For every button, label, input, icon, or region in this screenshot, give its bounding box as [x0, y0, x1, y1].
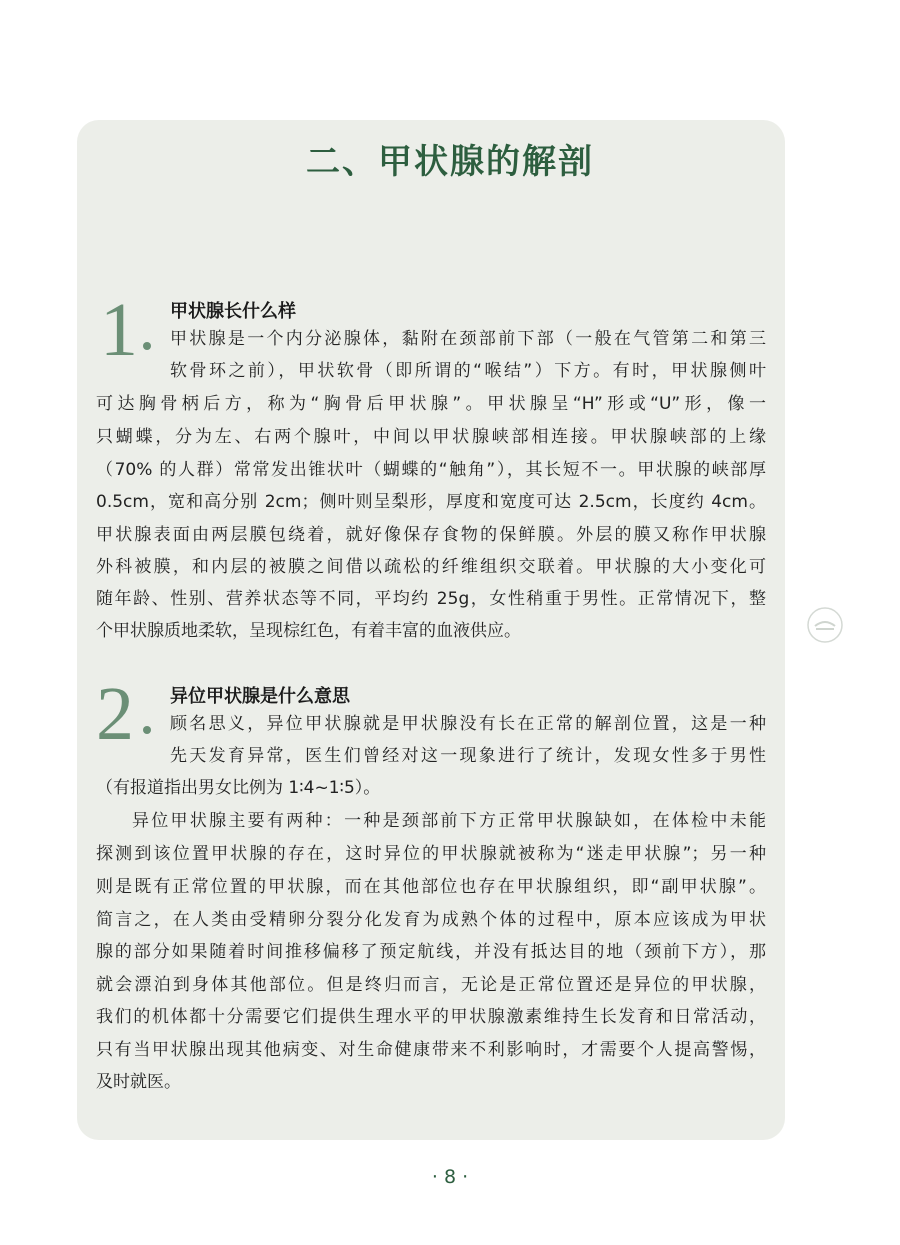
page-number: · 8 · — [431, 1166, 469, 1188]
section-title: 二、甲状腺的解剖 — [306, 142, 594, 182]
paragraph-2-line: 只有当甲状腺出现其他病变、对生命健康带来不利影响时，才需要个人提高警惕， — [96, 1040, 766, 1060]
paragraph-2-line: 则是既有正常位置的甲状腺，而在其他部位也存在甲状腺组织，即“副甲状腺”。 — [96, 877, 766, 897]
paragraph-2-line: 简言之，在人类由受精卵分裂分化发育为成熟个体的过程中，原本应该成为甲状 — [96, 910, 766, 930]
paragraph-2-line: 腺的部分如果随着时间推移偏移了预定航线，并没有抵达目的地（颈前下方），那 — [96, 942, 766, 962]
section-1-line: 可达胸骨柄后方，称为“胸骨后甲状腺”。甲状腺呈“H”形或“U”形，像一 — [96, 394, 766, 414]
section-1-line: 外科被膜，和内层的被膜之间借以疏松的纤维组织交联着。甲状腺的大小变化可 — [96, 557, 766, 577]
paragraph-2-line: 及时就医。 — [96, 1072, 181, 1092]
section-1-heading: 甲状腺长什么样 — [170, 301, 296, 322]
section-2-line: 顾名思义，异位甲状腺就是甲状腺没有长在正常的解剖位置，这是一种 — [170, 714, 766, 734]
paragraph-2-line: 探测到该位置甲状腺的存在，这时异位的甲状腺就被称为“迷走甲状腺”；另一种 — [96, 844, 766, 864]
paragraph-2-line: 异位甲状腺主要有两种：一种是颈部前下方正常甲状腺缺如，在体检中未能 — [132, 811, 766, 831]
section-2-number: 2 — [96, 672, 134, 756]
section-2-line: （有报道指出男女比例为 1∶4~1∶5）。 — [96, 778, 381, 798]
book-mark-icon — [806, 606, 844, 644]
section-2-heading: 异位甲状腺是什么意思 — [170, 686, 350, 707]
paragraph-2-line: 我们的机体都十分需要它们提供生理水平的甲状腺激素维持生长发育和日常活动， — [96, 1007, 766, 1027]
section-1-line: 0.5cm，宽和高分别 2cm；侧叶则呈梨形，厚度和宽度可达 2.5cm，长度约 4cm。 — [96, 492, 766, 512]
section-1-line: 甲状腺是一个内分泌腺体，黏附在颈部前下部（一般在气管第二和第三 — [170, 329, 766, 349]
section-1-line: 软骨环之前），甲状软骨（即所谓的“喉结”）下方。有时，甲状腺侧叶 — [170, 361, 766, 381]
section-1-number-dot — [143, 342, 151, 350]
section-1-line: 随年龄、性别、营养状态等不同，平均约 25g，女性稍重于男性。正常情况下，整 — [96, 589, 766, 609]
section-1-line: 甲状腺表面由两层膜包绕着，就好像保存食物的保鲜膜。外层的膜又称作甲状腺 — [96, 525, 766, 545]
section-1-line: （70% 的人群）常常发出锥状叶（蝴蝶的“触角”），其长短不一。甲状腺的峡部厚 — [96, 460, 766, 480]
section-1-line: 只蝴蝶，分为左、右两个腺叶，中间以甲状腺峡部相连接。甲状腺峡部的上缘 — [96, 427, 766, 447]
section-1-number: 1 — [100, 288, 138, 372]
section-2-line: 先天发育异常，医生们曾经对这一现象进行了统计，发现女性多于男性 — [170, 746, 766, 766]
section-1-line: 个甲状腺质地柔软，呈现棕红色，有着丰富的血液供应。 — [96, 621, 521, 641]
paragraph-2-line: 就会漂泊到身体其他部位。但是终归而言，无论是正常位置还是异位的甲状腺， — [96, 975, 766, 995]
section-2-number-dot — [143, 726, 151, 734]
